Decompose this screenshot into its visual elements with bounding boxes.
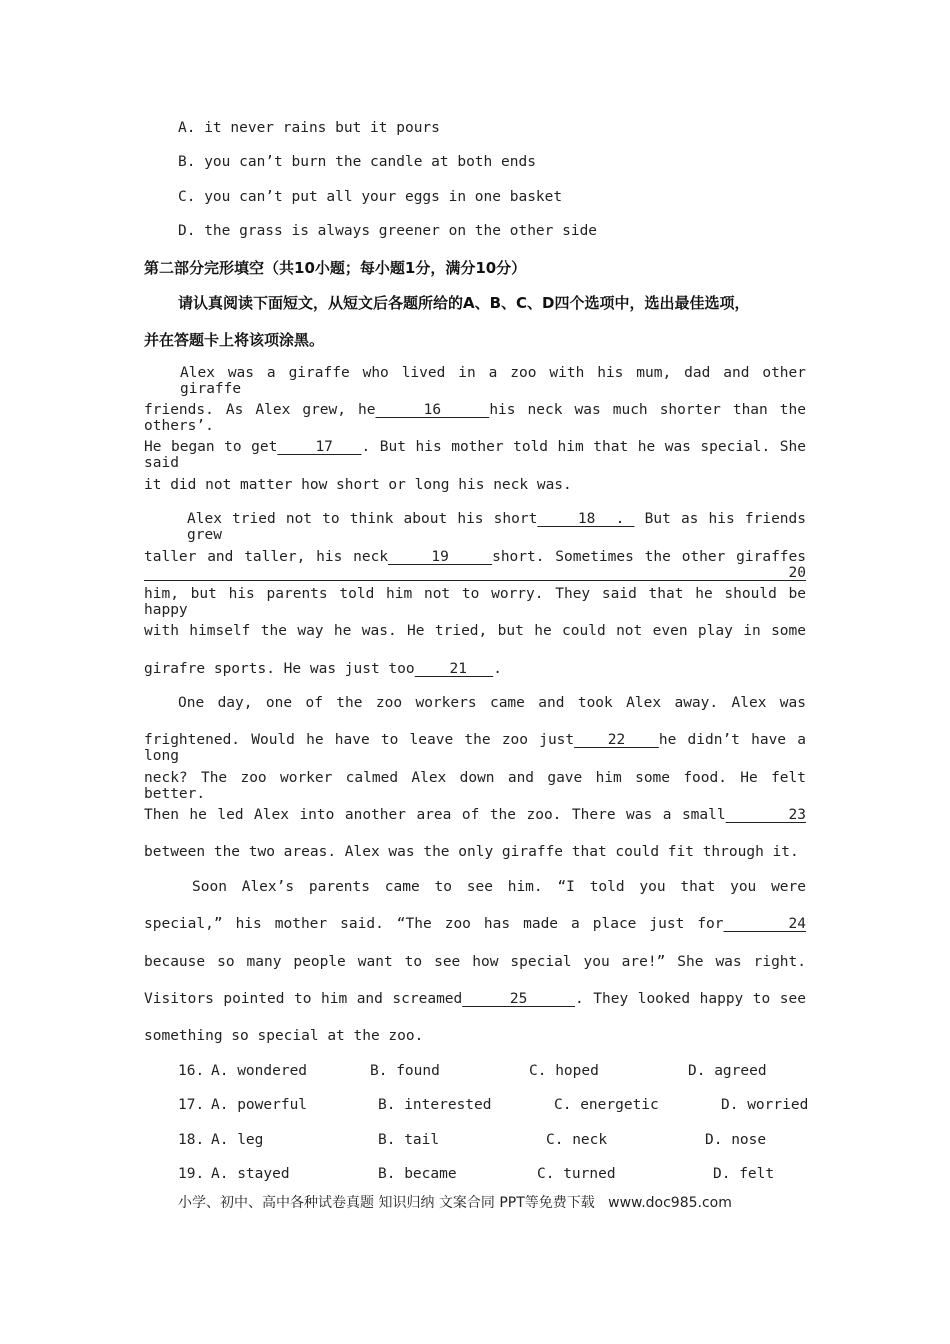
top-option-c: C. you can’t put all your eggs in one basket xyxy=(178,189,563,205)
blank-24: 24 xyxy=(723,916,807,932)
passage-line xyxy=(144,807,806,823)
blank-23: 23 xyxy=(725,807,806,823)
passage-text: friends. As Alex grew, he xyxy=(144,402,376,418)
option-b: B. interested xyxy=(378,1097,492,1113)
passage-line xyxy=(144,661,502,677)
question-number: 17. xyxy=(178,1097,205,1113)
blank-19: 19 xyxy=(388,549,493,565)
top-option-a: A. it never rains but it pours xyxy=(178,120,440,136)
passage-text: Alex tried not to think about his short xyxy=(187,511,538,527)
passage-text: . They looked happy to see xyxy=(575,991,806,1007)
option-d: D. nose xyxy=(705,1132,767,1148)
passage-text: taller and taller, his neck xyxy=(144,549,389,565)
option-a: A. leg xyxy=(211,1132,264,1148)
blank-25: 25 xyxy=(462,991,576,1007)
passage-text: He began to get xyxy=(144,439,278,455)
option-a: A. powerful xyxy=(211,1097,308,1113)
option-c: C. hoped xyxy=(529,1063,599,1079)
blank-17: 17 xyxy=(277,439,362,455)
passage-line xyxy=(144,732,806,764)
passage-line: neck? The zoo worker calmed Alex down and gave him some food. He felt better. xyxy=(144,770,806,802)
passage-line: Alex was a giraffe who lived in a zoo with his mum, dad and other giraffe xyxy=(180,365,806,397)
passage-line xyxy=(144,991,806,1007)
passage-text: But as his friends grew xyxy=(187,511,806,543)
option-d: D. worried xyxy=(721,1097,809,1113)
blank-21: 21 xyxy=(414,661,494,677)
section-instruction-line-2: 并在答题卡上将该项涂黑。 xyxy=(144,331,325,349)
option-b: B. became xyxy=(378,1166,457,1182)
passage-line: between the two areas. Alex was the only giraffe that could fit through it. xyxy=(144,844,799,860)
passage-text: frightened. Would he have to leave the zoo just xyxy=(144,732,575,748)
passage-line: it did not matter how short or long his neck was. xyxy=(144,477,572,493)
passage-text: special,” his mother said. “The zoo has made a place just for xyxy=(144,916,724,932)
option-d: D. felt xyxy=(713,1166,775,1182)
passage-text: . But his mother told him that he was special. She said xyxy=(144,439,806,471)
top-option-b: B. you can’t burn the candle at both ends xyxy=(178,154,536,170)
passage-text: Then he led Alex into another area of the zoo. There was a small xyxy=(144,807,726,823)
blank-18: 18 . xyxy=(537,511,635,527)
top-option-d: D. the grass is always greener on the other side xyxy=(178,223,598,239)
passage-text: Visitors pointed to him and screamed xyxy=(144,991,463,1007)
option-a: A. stayed xyxy=(211,1166,290,1182)
passage-text: his neck was much shorter than the others’. xyxy=(144,402,806,434)
option-a: A. wondered xyxy=(211,1063,308,1079)
option-d: D. agreed xyxy=(688,1063,767,1079)
question-number: 16. xyxy=(178,1063,205,1079)
passage-line xyxy=(144,916,806,932)
question-number: 18. xyxy=(178,1132,205,1148)
passage-line: Soon Alex’s parents came to see him. “I told you that you were xyxy=(192,879,806,895)
blank-20: 20 xyxy=(144,565,806,581)
passage-line: with himself the way he was. He tried, but he could not even play in some xyxy=(144,623,806,639)
passage-text: girafre sports. He was just too xyxy=(144,661,415,677)
option-c: C. neck xyxy=(546,1132,608,1148)
option-c: C. energetic xyxy=(554,1097,659,1113)
passage-line: him, but his parents told him not to worry. They said that he should be happy xyxy=(144,586,806,618)
passage-line xyxy=(187,511,806,543)
section-title: 第二部分完形填空（共10小题；每小题1分，满分10分） xyxy=(144,259,527,277)
option-b: B. found xyxy=(370,1063,440,1079)
passage-text: short. Sometimes the other giraffes xyxy=(492,549,806,565)
passage-line: because so many people want to see how special you are!” She was right. xyxy=(144,954,806,970)
section-instruction-line-1: 请认真阅读下面短文，从短文后各题所给的A、B、C、D四个选项中，选出最佳选项， xyxy=(178,294,750,312)
option-b: B. tail xyxy=(378,1132,440,1148)
passage-line xyxy=(144,402,806,434)
passage-line xyxy=(144,549,806,581)
passage-text: he didn’t have a long xyxy=(144,732,806,764)
blank-16: 16 xyxy=(375,402,490,418)
passage-line: One day, one of the zoo workers came and took Alex away. Alex was xyxy=(178,695,806,711)
blank-22: 22 xyxy=(574,732,659,748)
question-number: 19. xyxy=(178,1166,205,1182)
passage-line xyxy=(144,439,806,471)
option-c: C. turned xyxy=(537,1166,616,1182)
passage-text: . xyxy=(493,661,502,677)
passage-line: something so special at the zoo. xyxy=(144,1028,424,1044)
footer-advert: 小学、初中、高中各种试卷真题 知识归纳 文案合同 PPT等免费下载 www.doc985.com xyxy=(178,1195,732,1211)
